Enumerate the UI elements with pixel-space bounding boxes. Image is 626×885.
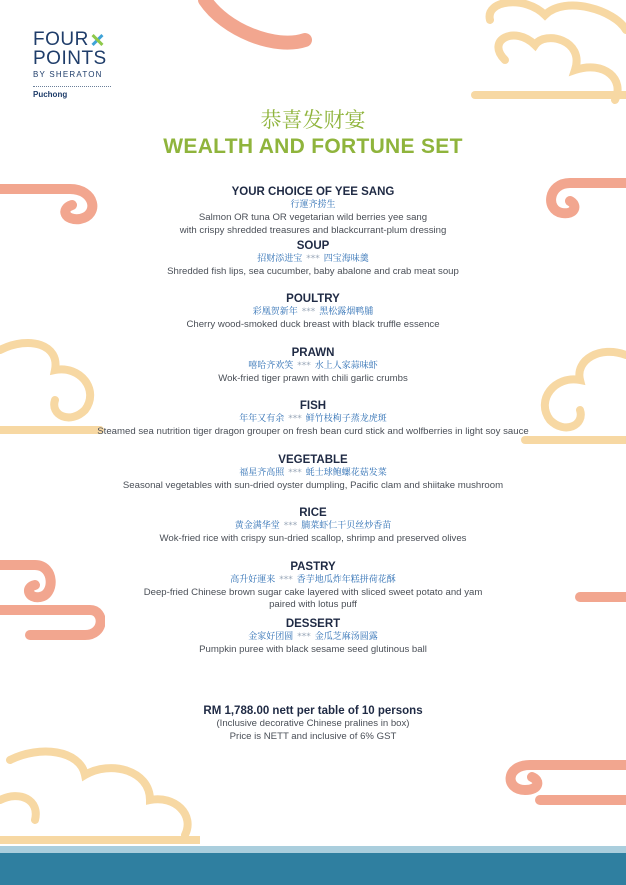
course-chinese — [0, 253, 626, 266]
course-chinese-1: 嘻哈齐欢笑 — [248, 360, 294, 371]
course-rice — [0, 507, 626, 561]
course-description: Salmon OR tuna OR vegetarian wild berries yee sang — [198, 212, 428, 223]
logo-divider — [33, 86, 111, 87]
star-separator: *** — [279, 574, 293, 585]
course-chinese — [0, 199, 626, 212]
title-english: WEALTH AND FORTUNE SET — [163, 135, 463, 158]
footer-light-stripe — [0, 846, 626, 853]
course-fish — [0, 400, 626, 454]
star-separator: *** — [297, 631, 311, 642]
course-chinese — [0, 413, 626, 426]
course-chinese-1: 福星齐高照 — [239, 467, 285, 478]
course-chinese-2: 香芋地瓜炸年糕拼荷花酥 — [296, 574, 396, 585]
course-chinese-1: 金家好团圆 — [248, 631, 294, 642]
course-chinese — [0, 631, 626, 644]
course-description-2: with crispy shredded treasures and blackcurrant-plum dressing — [179, 224, 447, 236]
course-description: Seasonal vegetables with sun-dried oyster dumpling, Pacific clam and shiitake mushroom — [122, 479, 504, 491]
cloud-top-decoration — [185, 0, 626, 120]
course-chinese-1: 彩凰贺新年 — [252, 307, 298, 317]
course-chinese-1: 行運齐捞生 — [290, 200, 336, 210]
course-yee-sang — [0, 186, 626, 240]
logo-line1: FOUR — [33, 29, 89, 50]
course-chinese-1: 黄金满华堂 — [234, 521, 280, 531]
course-dessert — [0, 618, 626, 672]
star-separator: *** — [306, 253, 320, 264]
course-heading: SOUP — [296, 239, 330, 252]
star-separator: *** — [301, 307, 316, 317]
course-description: Wok-fried rice with crispy sun-dried scallop, shrimp and preserved olives — [159, 533, 467, 544]
cloud-bottom-left-yellow — [0, 740, 200, 850]
course-chinese-2: 四宝海味羹 — [323, 253, 369, 264]
course-chinese — [0, 574, 626, 587]
course-poultry — [0, 293, 626, 347]
course-chinese-2: 金瓜芝麻汤圆露 — [314, 631, 378, 642]
course-chinese-2: 蚝士球鲍螺花菇发菜 — [305, 467, 387, 478]
course-chinese-2: 鲜竹枝枸子蒸龙虎斑 — [305, 414, 387, 424]
course-chinese-1: 年年又有余 — [239, 414, 285, 424]
course-description-2: paired with lotus puff — [269, 599, 357, 610]
logo-location: Puchong — [33, 90, 68, 99]
star-separator: *** — [288, 467, 302, 478]
course-heading: YOUR CHOICE OF YEE SANG — [231, 186, 395, 198]
course-heading: PASTRY — [290, 560, 336, 573]
course-chinese-2: 水上人家蒜味虾 — [314, 360, 378, 371]
course-description: Steamed sea nutrition tiger dragon grouper on fresh bean curd stick and wolfberries in light soy sauce — [97, 426, 529, 437]
course-chinese — [0, 467, 626, 480]
footer-teal-bar — [0, 853, 626, 885]
star-separator: *** — [297, 360, 311, 371]
course-heading: FISH — [299, 400, 327, 412]
star-separator: *** — [283, 521, 298, 531]
course-description: Shredded fish lips, sea cucumber, baby abalone and crab meat soup — [167, 265, 459, 277]
course-heading: PRAWN — [291, 346, 335, 359]
price-note-gst: Price is NETT and inclusive of 6% GST — [229, 730, 397, 742]
logo-x-mark-icon — [90, 33, 104, 47]
course-description: Cherry wood-smoked duck breast with black truffle essence — [186, 319, 440, 330]
price-block — [0, 704, 626, 743]
course-chinese-1: 招财添进宝 — [257, 253, 303, 264]
menu-courses — [0, 186, 626, 671]
course-chinese-2: 腩菜虾仁干贝丝炒香苗 — [301, 521, 392, 531]
course-chinese — [0, 360, 626, 373]
course-soup — [0, 240, 626, 294]
title-chinese: 恭喜发财宴 — [260, 108, 366, 132]
course-description: Pumpkin puree with black sesame seed glutinous ball — [199, 643, 427, 655]
price-note-pralines: (Inclusive decorative Chinese pralines in box) — [216, 718, 410, 729]
course-vegetable — [0, 454, 626, 508]
star-separator: *** — [288, 414, 302, 424]
course-prawn — [0, 347, 626, 401]
price-line: RM 1,788.00 nett per table of 10 persons — [203, 705, 423, 717]
course-description: Deep-fried Chinese brown sugar cake layered with sliced sweet potato and yam — [143, 586, 483, 598]
logo-line3: BY SHERATON — [33, 70, 103, 79]
course-heading: DESSERT — [285, 617, 341, 630]
course-heading: POULTRY — [286, 293, 340, 305]
course-heading: VEGETABLE — [278, 453, 348, 466]
logo-line2: POINTS — [33, 48, 107, 69]
course-chinese-2: 黑松露烟鸭脯 — [319, 307, 374, 317]
course-pastry — [0, 561, 626, 618]
course-chinese-1: 高升好運来 — [230, 574, 276, 585]
course-description: Wok-fried tiger prawn with chili garlic crumbs — [218, 372, 408, 384]
course-chinese — [0, 306, 626, 319]
course-chinese — [0, 520, 626, 533]
course-heading: RICE — [299, 507, 327, 519]
four-points-logo — [33, 30, 113, 99]
cloud-bottom-right-orange — [480, 755, 626, 815]
